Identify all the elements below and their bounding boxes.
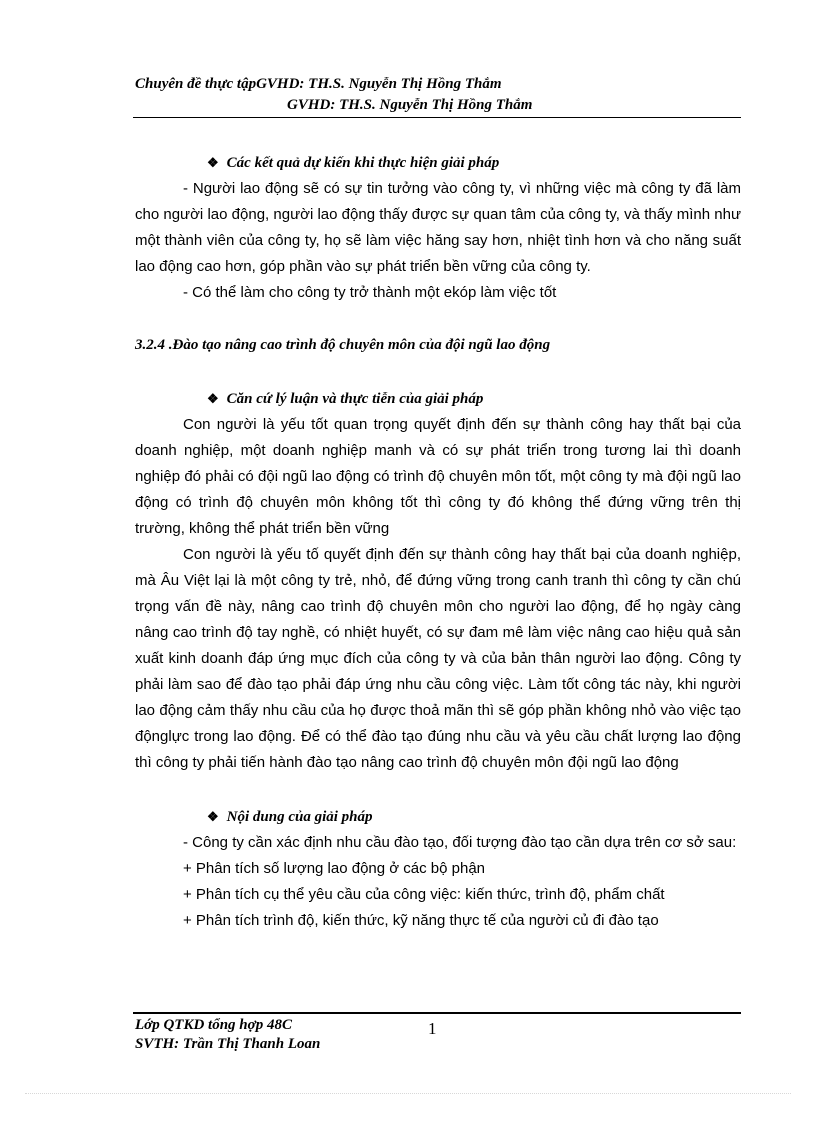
list-item: + Phân tích số lượng lao động ở các bộ phận [183,860,485,877]
paragraph: - Người lao động sẽ có sự tin tưởng vào công ty, vì những việc mà công ty đã làm cho người lao động, người lao động thấy được sự quan tâm của công ty, và thấy mình như một thành viên của công ty, họ sẽ làm việc hăng say hơn, nhiệt tình hơn và cho năng suất lao động cao hơn, góp phần vào sự phát triển bền vững của công ty. [135,180,741,275]
section-title: 3.2.4 .Đào tạo nâng cao trình độ chuyên môn của đội ngũ lao động [135,337,551,353]
subheading-text: Nội dung của giải pháp [226,809,373,825]
diamond-bullet-icon: ❖ [207,809,219,824]
subheading-solution-content [135,804,741,830]
list-item: + Phân tích cụ thể yêu cầu của công việc: kiến thức, trình độ, phẩm chất [183,886,665,903]
paragraph: Con người là yếu tốt quan trọng quyết định đến sự thành công hay thất bại của doanh nghiệp, một doanh nghiệp manh và có sự phát triển trong tương lai thì doanh nghiệp đó phải có đội ngũ lao động có trình độ chuyên môn tốt, một công ty mà đội ngũ lao động có trình độ chuyên môn không tốt thì công ty đó không thể đứng vững trên thị trường, không thể phát triển bền vững [135,416,741,537]
footer-class: Lớp QTKD tổng hợp 48C [135,1017,292,1033]
footer-student: SVTH: Trần Thị Thanh Loan [135,1036,321,1052]
footer-divider [133,1012,741,1014]
page-edge-dotted-line [25,1093,791,1094]
diamond-bullet-icon: ❖ [207,391,219,406]
header-line-2: GVHD: TH.S. Nguyễn Thị Hồng Thắm [287,97,533,113]
page-number: 1 [428,1019,437,1038]
subheading-text: Căn cứ lý luận và thực tiễn của giải pháp [226,391,484,407]
header-divider [133,117,741,118]
page-body [135,150,741,934]
subheading-rationale [135,386,741,412]
paragraph: Con người là yếu tố quyết định đến sự thành công hay thất bại của doanh nghiệp, mà Âu Việt lại là một công ty trẻ, nhỏ, để đứng vững trong canh tranh thì công ty cần chú trọng vấn đề này, nâng cao trình độ chuyên môn cho người lao động, để họ ngày càng nâng cao trình độ tay nghề, có nhiệt huyết, có sự đam mê làm việc nâng cao hiệu quả sản xuất kinh doanh đáp ứng mục đích của công ty và của bản thân người lao động. Công ty phải làm sao để đào tạo phải đáp ứng nhu cầu công việc. Làm tốt công tác này, khi người lao động cảm thấy nhu cầu của họ được thoả mãn thì sẽ góp phần không nhỏ vào việc tạo độnglực trong lao động. Để có thể đào tạo đúng nhu cầu và yêu cầu chất lượng lao động thì công ty phải tiến hành đào tạo nâng cao trình độ chuyên môn đội ngũ lao động [135,546,741,771]
paragraph: - Công ty cần xác định nhu cầu đào tạo, đối tượng đào tạo cần dựa trên cơ sở sau: [183,834,737,851]
subheading-text: Các kết quả dự kiến khi thực hiện giải pháp [226,155,500,171]
list-item: + Phân tích trình độ, kiến thức, kỹ năng thực tế của người củ đi đào tạo [183,912,659,929]
diamond-bullet-icon: ❖ [207,155,219,170]
paragraph: - Có thể làm cho công ty trở thành một ekóp làm việc tốt [183,284,557,301]
header-line-1: Chuyên đề thực tậpGVHD: TH.S. Nguyễn Thị Hồng Thắm [135,76,502,92]
subheading-expected-results [135,150,741,176]
